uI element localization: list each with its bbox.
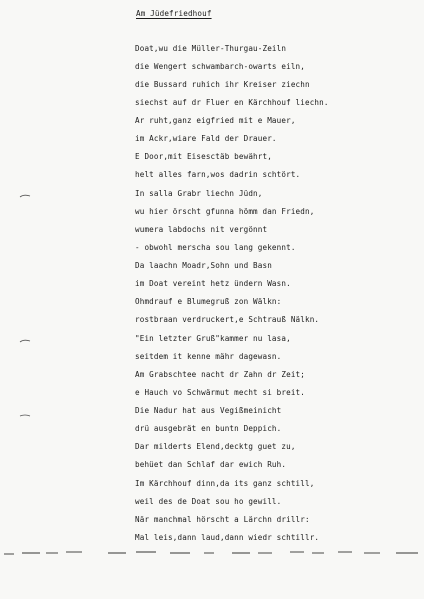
stanza-6 <box>135 402 419 474</box>
poem-line: Ohmdrauf e Blumegruß zon Wälkn: <box>135 297 282 307</box>
stanza-5 <box>135 330 419 402</box>
poem-line: Dar milderts Elend,decktg guet zu, <box>135 442 296 452</box>
poem-line: weil des de Doat sou ho gewill. <box>135 497 282 507</box>
poem-line: - obwohl merscha sou lang gekennt. <box>135 243 296 253</box>
poem-line: seitdem it kenne mähr dagewasn. <box>135 352 282 362</box>
poem-line: Ar ruht,ganz eigfried mit e Mauer, <box>135 116 296 125</box>
poem-line: E Door,mit Eisesctäb bewährt, <box>135 152 272 162</box>
poem-line: helt alles farn,wos dadrin schtört. <box>135 170 301 180</box>
margin-mark <box>19 193 31 199</box>
poem-line: "Ein letzter Gruß"kammer nu lasa, <box>135 334 291 343</box>
poem-line: im Doat vereint hetz ündern Wasn. <box>135 279 291 289</box>
poem-line: wu hier örscht gfunna hömm dan Friedn, <box>135 207 315 217</box>
poem-line: wumera labdochs nit vergönnt <box>135 225 268 235</box>
poem-line: die Wengert schwambarch-owarts eiln, <box>135 62 305 72</box>
stanza-7 <box>135 475 419 547</box>
stanza-4 <box>135 257 419 329</box>
poem-line: drü ausgebrät en buntn Deppich. <box>135 424 282 434</box>
poem-line: rostbraan verdruckert,e Schtrauß Nälkn. <box>135 315 320 325</box>
margin-mark <box>19 413 31 419</box>
stanza-1 <box>135 40 419 112</box>
poem-line: Im Kärchhouf dinn,da its ganz schtill, <box>135 479 315 488</box>
poem-line: In salla Grabr liechn Jüdn, <box>135 189 263 198</box>
poem-line: die Bussard ruhich ihr Kreiser ziechn <box>135 80 310 90</box>
poem-line: behüet dan Schlaf dar ewich Ruh. <box>135 460 287 470</box>
poem-line: e Hauch vo Schwärmut mecht si breit. <box>135 388 305 398</box>
poem-line: im Ackr,wiare Fald der Drauer. <box>135 134 277 144</box>
poem-line: Da laachn Moadr,Sohn und Basn <box>135 261 272 270</box>
poem-title: Am Jüdefriedhouf <box>136 9 212 18</box>
stanza-3 <box>135 185 419 257</box>
poem-line: Am Grabschtee nacht dr Zahn dr Zeit; <box>135 370 305 380</box>
poem-line: Mal leis,dann laud,dann wiedr schtillr. <box>135 533 320 543</box>
poem-line: Doat,wu die Müller-Thurgau-Zeiln <box>135 44 287 53</box>
stanza-2 <box>135 112 419 184</box>
poem-line: Die Nadur hat aus Vegißmeinicht <box>135 406 282 415</box>
margin-mark <box>19 338 31 344</box>
poem-line: När manchmal hörscht a Lärchn drillr: <box>135 515 310 525</box>
dashed-rule <box>0 546 424 558</box>
poem-line: siechst auf dr Fluer en Kärchhouf liechn. <box>135 98 329 108</box>
